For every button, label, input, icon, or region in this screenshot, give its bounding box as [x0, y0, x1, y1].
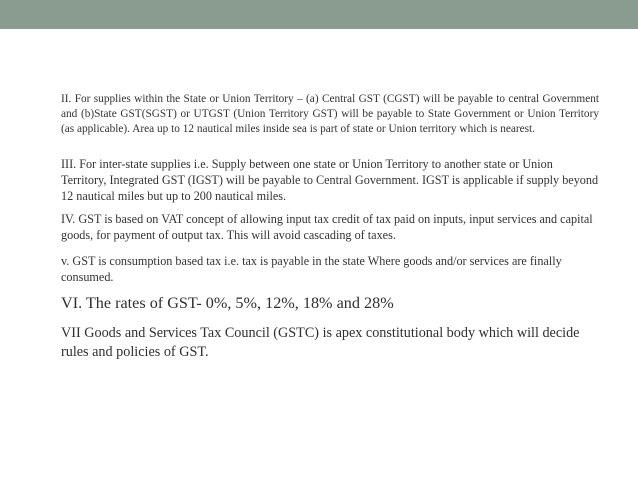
paragraph-vi-gst-rates: VI. The rates of GST- 0%, 5%, 12%, 18% and 28%: [61, 294, 394, 312]
paragraph-iii-igst: III. For inter-state supplies i.e. Supply between one state or Union Territory to another state or Union Territory, Integrated GST (IGST) will be payable to Central Government. IGST is applicable if supply beyond 12 nautical miles but up to 200 nautical miles.: [61, 157, 599, 203]
paragraph-vii-gst-council: VII Goods and Services Tax Council (GSTC) is apex constitutional body which will decide rules and policies of GST.: [61, 325, 580, 360]
paragraph-ii-cgst-sgst: II. For supplies within the State or Union Territory – (a) Central GST (CGST) will be payable to central Government and (b)State GST(SGST) or UTGST (Union Territory GST) will be payable to State Government or Union Territory (as applicable). Area up to 12 nautical miles inside sea is part of state or Union territory which is nearest.: [61, 93, 599, 136]
slide-header-band: [0, 0, 638, 29]
paragraph-v-consumption-tax: v. GST is consumption based tax i.e. tax is payable in the state Where goods and/or services are finally consumed.: [61, 254, 562, 284]
paragraph-iv-vat-concept: IV. GST is based on VAT concept of allowing input tax credit of tax paid on inputs, input services and capital goods, for payment of output tax. This will avoid cascading of taxes.: [61, 212, 593, 242]
